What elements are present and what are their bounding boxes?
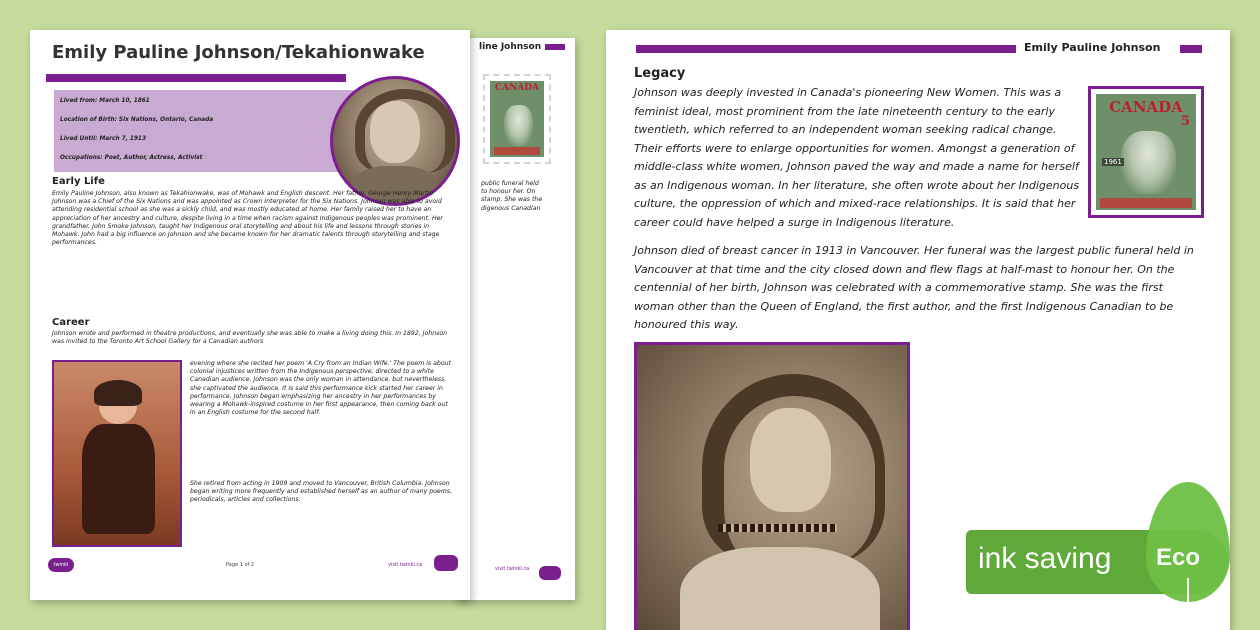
info-box (54, 90, 354, 172)
stamp-value: 5 (1180, 114, 1190, 129)
front-page (30, 30, 470, 600)
career-text-2: She retired from acting in 1909 and moved to Vancouver, British Columbia. Johnson began writing more frequently and established herself as an author of many poems, periodicals, articles and collections. (190, 480, 452, 504)
early-life-heading: Early Life (52, 176, 105, 187)
career-heading: Career (52, 317, 90, 328)
ink-saving-label: ink saving (978, 542, 1112, 575)
middle-page-snippet: public funeral held to honour her. On stamp. She was the digenous Canadian (481, 180, 543, 212)
career-text-1: evening where she recited her poem 'A Cry from an Indian Wife.' The poem is about colonial injustices written from the Indigenous perspective, directed to a white Canadian audience. Johnson was the only woman in attendance, but nevertheless, she captivated the audience. It is said this performance kick started her career in performance. Johnson began emphasizing her ancestry in her performances by wearing a Mohawk-inspired costume in her first appearance, then coming back out in an English costume for the second half. (190, 360, 451, 417)
twinkl-logo-icon: twinkl (48, 558, 74, 572)
info-occupations: Occupations: Poet, Author, Actress, Activist (60, 155, 203, 161)
header-bar-left (636, 45, 1016, 53)
legacy-heading: Legacy (634, 66, 686, 81)
stamp-year: 1961 (1104, 158, 1122, 166)
info-lived-until: Lived Until: March 7, 1913 (60, 136, 146, 142)
career-intro-text: Johnson wrote and performed in theatre productions, and eventually she was able to make a living doing this. In 1892, Johnson was invited to the Toronto Art School Gallery for a Canadian authors (52, 330, 448, 346)
twinkl-logo-icon (539, 566, 561, 580)
child-portrait-photo (52, 360, 182, 547)
page-header: Emily Pauline Johnson (1024, 41, 1161, 54)
middle-footer-text: visit twinkl.ca (495, 566, 530, 572)
stamp-image (1088, 86, 1204, 218)
stamp-title: CANADA (494, 83, 540, 93)
middle-page (455, 38, 575, 600)
portrait-photo (330, 76, 460, 206)
footer-link: visit twinkl.ca (388, 562, 423, 568)
header-bar-right (1180, 45, 1202, 53)
title-underline-bar (46, 74, 346, 82)
page-number: Page 1 of 2 (226, 562, 255, 568)
twinkl-logo-icon (434, 555, 458, 571)
eco-label: Eco (1156, 544, 1201, 571)
legacy-paragraph-1: Johnson was deeply invested in Canada's pioneering New Women. This was a feminist ideal, most prominent from the late nineteenth century to the early twentieth, which referred to an independent woman seeking radical change. Their efforts were to enlarge opportunities for women. Amongst a generation of middle-class white women, Johnson paved the way and made a name for herself as an Indigenous woman. In her literature, she often wrote about her Indigenous culture, the oppression of which and mixed-race relationships. It is said that her career could have helped a surge in Indigenous literature. (634, 86, 1080, 229)
middle-page-header: line Johnson (479, 42, 542, 52)
early-life-text: Emily Pauline Johnson, also known as Tekahionwake, was of Mohawk and English descent. Her father, George Henry Martin Johnson was a Chief of the Six Nations and was appointed as Crown Interpreter for the Six Nations. Johnson was able to avoid attending residential school as she was a sickly child, and was mostly educated at home. Her family raised her to have an appreciation of her ancestry and culture, despite living in a time when racism against Indigenous peoples was prominent. Her grandfather, John Smoke Johnson, taught her Indigenous oral storytelling and about his life and lessons through stories in Mohawk. John had a big influence on Johnson and she became known for her dramatic talents through storytelling and stage performances. (52, 190, 443, 247)
legacy-paragraph-2: Johnson died of breast cancer in 1913 in Vancouver. Her funeral was the largest public funeral held in Vancouver at that time and the city closed down and flew flags at half-mast to honour her. On the centennial of her birth, Johnson was celebrated with a commemorative stamp. She was the first woman other than the Queen of England, the first author, and the first Indigenous Canadian to be honoured this way. (634, 244, 1194, 331)
stamp-title: CANADA (1109, 98, 1183, 116)
portrait-photo-large (634, 342, 910, 630)
page-title: Emily Pauline Johnson/Tekahionwake (52, 42, 425, 63)
middle-header-bar (545, 44, 565, 50)
stamp-image (483, 74, 551, 164)
info-birthplace: Location of Birth: Six Nations, Ontario, Canada (60, 117, 214, 123)
info-lived-from: Lived from: March 10, 1861 (60, 98, 150, 104)
